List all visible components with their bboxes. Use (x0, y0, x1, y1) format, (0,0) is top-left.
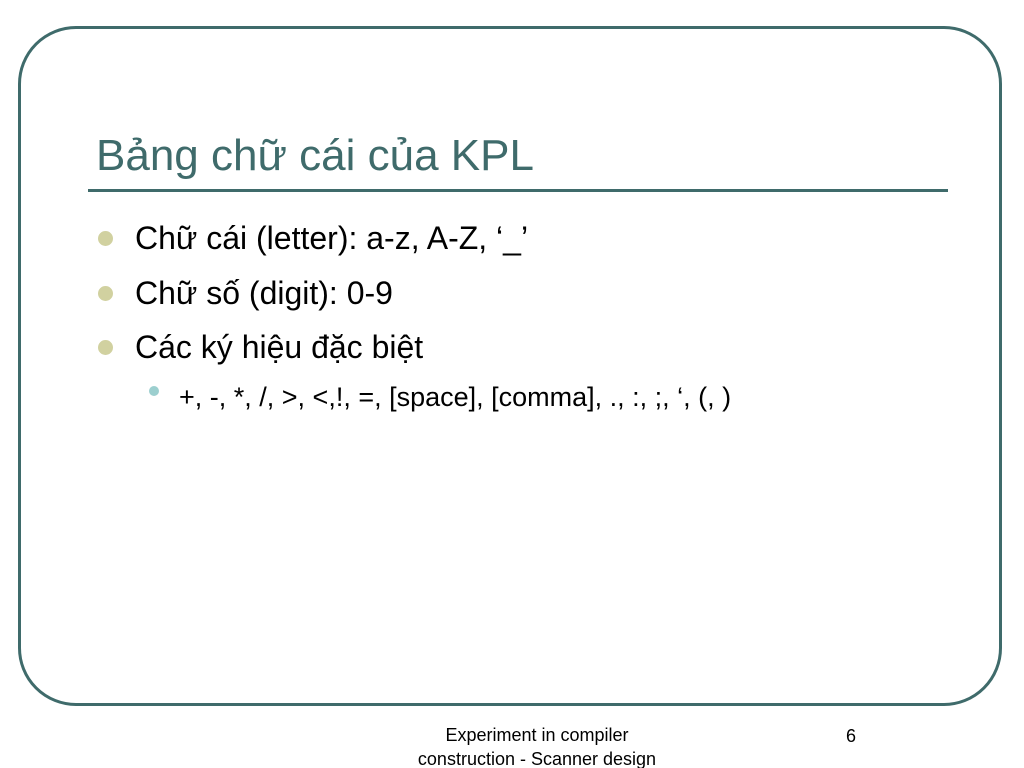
bullet-item-letters (98, 218, 528, 258)
bullet-item-digits (98, 273, 393, 313)
bullet-text: Các ký hiệu đặc biệt (135, 329, 424, 365)
title-divider (88, 189, 948, 192)
page-number: 6 (846, 726, 857, 746)
bullet-dot-icon (98, 231, 113, 246)
footer-caption-line1: Experiment in compiler (445, 725, 629, 745)
bullet-dot-icon (98, 286, 113, 301)
footer-caption (387, 723, 687, 768)
footer-caption-line2: construction - Scanner design (417, 749, 657, 768)
bullet-dot-icon (98, 340, 113, 355)
sub-bullet-dot-icon (149, 386, 159, 396)
bullet-text: Chữ cái (letter): a-z, A-Z, ‘_’ (135, 220, 529, 256)
slide-title: Bảng chữ cái của KPL (96, 131, 534, 180)
bullet-text: Chữ số (digit): 0-9 (135, 275, 393, 311)
sub-bullet-item-symbols (149, 380, 731, 414)
bullet-item-special-symbols (98, 327, 423, 367)
sub-bullet-text: +, -, *, /, >, <,!, =, [space], [comma], ., :, ;, ‘, (, ) (179, 382, 732, 412)
